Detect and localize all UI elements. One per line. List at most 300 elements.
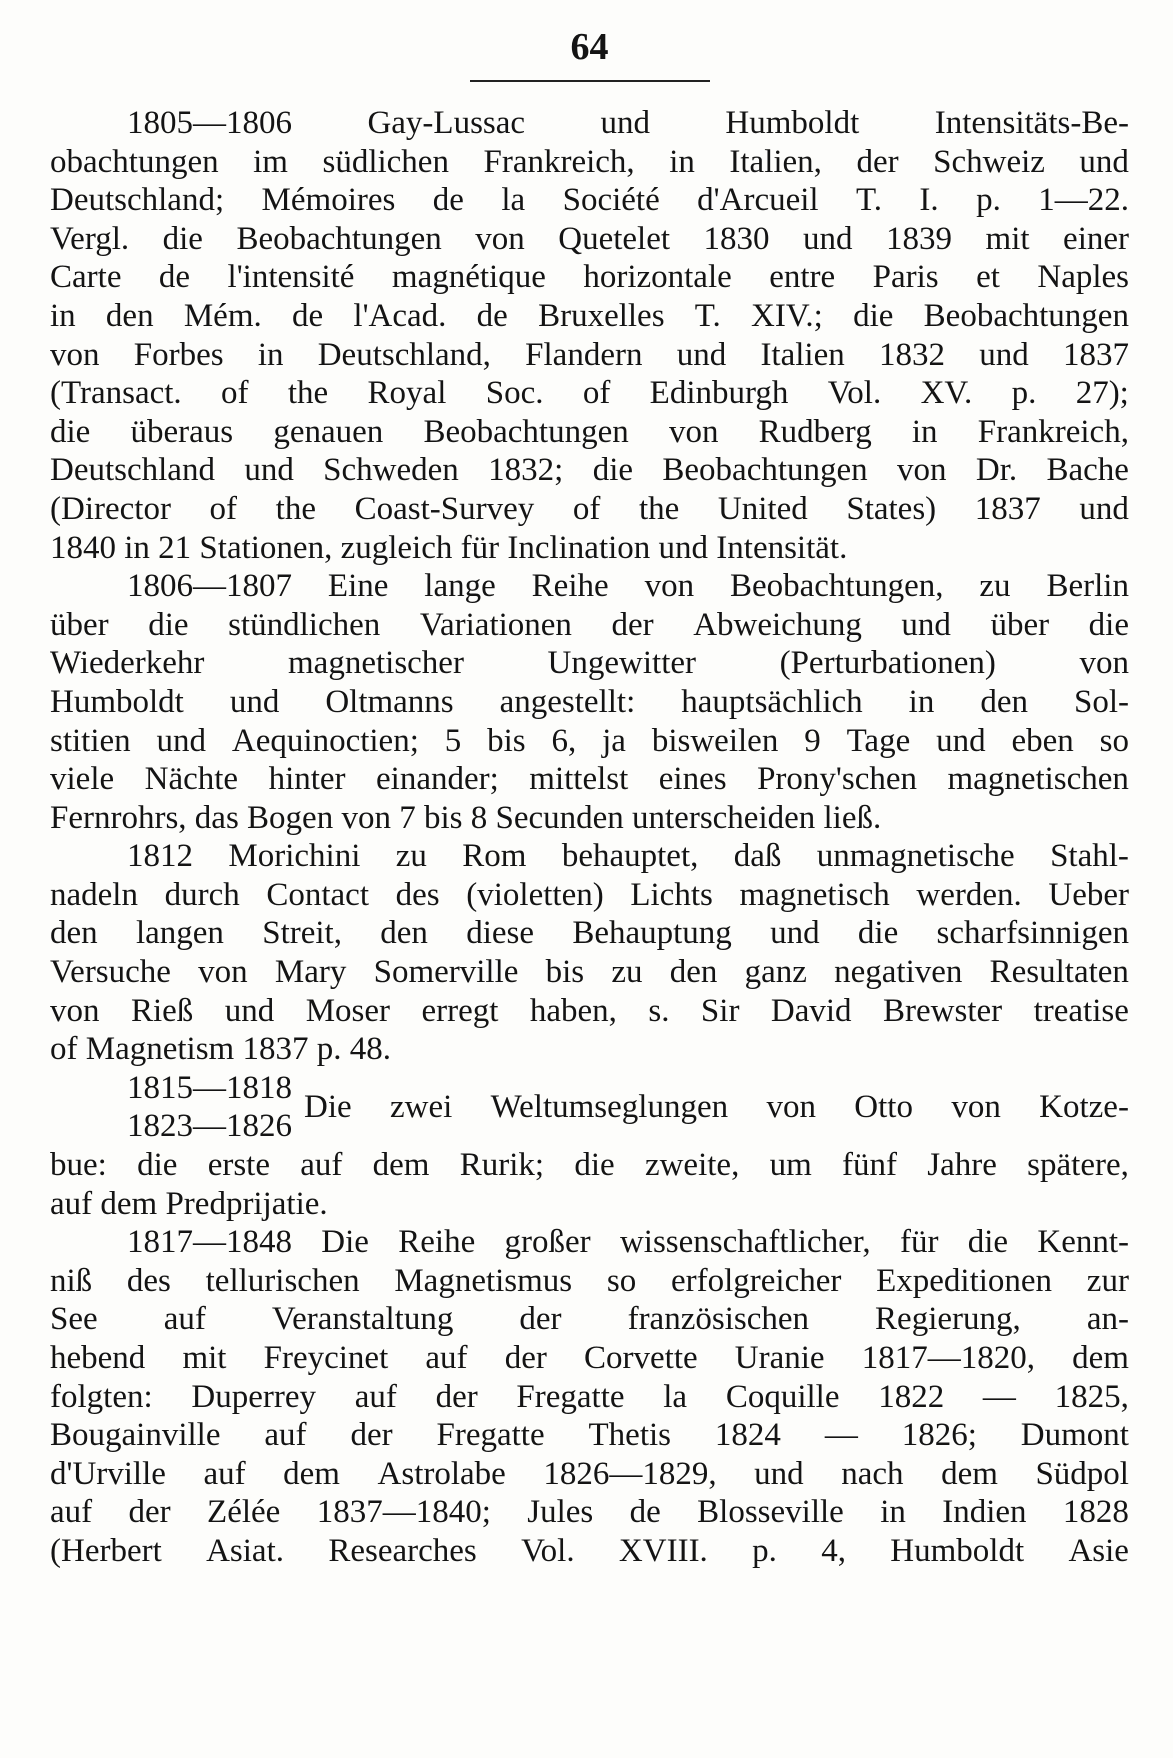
word: de bbox=[432, 182, 464, 219]
word: niß bbox=[50, 1262, 93, 1299]
word: von bbox=[475, 220, 525, 257]
text-line bbox=[50, 1455, 1129, 1494]
word: 5 bbox=[444, 722, 462, 759]
word: Société bbox=[562, 182, 660, 219]
word: Frankreich, bbox=[977, 413, 1129, 450]
word: dem bbox=[283, 1455, 340, 1492]
word: von bbox=[50, 992, 100, 1029]
word: obachtungen bbox=[50, 143, 219, 180]
text-line bbox=[50, 1185, 1129, 1224]
word: Schweiz bbox=[933, 143, 1045, 180]
word: und bbox=[229, 683, 280, 720]
word: XV. bbox=[920, 375, 973, 412]
word: Italien, bbox=[729, 143, 822, 180]
word: Die bbox=[321, 1224, 369, 1261]
word: — bbox=[982, 1378, 1016, 1415]
word: Researches bbox=[328, 1532, 477, 1569]
word: magnetisch bbox=[739, 876, 890, 913]
text-line bbox=[50, 1493, 1129, 1532]
word: dem bbox=[372, 1147, 430, 1184]
text-line bbox=[50, 1146, 1129, 1185]
word: auf bbox=[203, 1455, 246, 1492]
word: la bbox=[663, 1378, 688, 1415]
word: lange bbox=[424, 568, 496, 605]
word: Beobachtungen bbox=[236, 220, 442, 257]
word: Oltmanns bbox=[325, 683, 454, 720]
word: zu bbox=[979, 568, 1011, 605]
word: überaus bbox=[130, 413, 234, 450]
word: entre bbox=[769, 259, 836, 296]
word: bis bbox=[487, 722, 526, 759]
word: 1837 bbox=[1062, 336, 1129, 373]
word: Rom bbox=[462, 838, 527, 875]
word: ganz bbox=[744, 954, 807, 991]
word: einander; bbox=[376, 761, 499, 798]
word: Rudberg bbox=[758, 413, 872, 450]
word: Deutschland, bbox=[317, 336, 491, 373]
word: von bbox=[644, 568, 695, 605]
word: de bbox=[476, 297, 508, 334]
word: Mary bbox=[274, 954, 347, 991]
word: einer bbox=[1063, 220, 1129, 257]
word: auf bbox=[354, 1378, 397, 1415]
word: von bbox=[198, 954, 248, 991]
word: (Transact. bbox=[50, 375, 182, 412]
word: erregt bbox=[421, 992, 499, 1029]
word: Coast-Survey bbox=[354, 490, 535, 527]
word: für bbox=[899, 1224, 939, 1261]
word: 1837 bbox=[974, 490, 1041, 527]
word: haben, bbox=[529, 992, 617, 1029]
word: die bbox=[853, 297, 894, 334]
word: Resultaten bbox=[989, 954, 1129, 991]
word: der bbox=[435, 1378, 478, 1415]
word: und bbox=[224, 992, 275, 1029]
word: Duperrey bbox=[191, 1378, 316, 1415]
word: Royal bbox=[367, 375, 447, 412]
word: de bbox=[292, 297, 324, 334]
word: zu bbox=[395, 838, 427, 875]
text-line bbox=[50, 567, 1129, 606]
text-line bbox=[50, 413, 1129, 452]
word: de bbox=[629, 1494, 661, 1531]
word: erste bbox=[207, 1147, 270, 1184]
word: Weltumseglungen bbox=[490, 1089, 729, 1126]
word: den bbox=[105, 297, 154, 334]
word: T. bbox=[694, 297, 721, 334]
word: Dumont bbox=[1020, 1417, 1129, 1454]
word: p. bbox=[976, 182, 1001, 219]
word: Vol. bbox=[521, 1532, 575, 1569]
word: Deutschland; bbox=[50, 182, 225, 219]
text-line-content: auf dem Predprijatie. bbox=[50, 1185, 328, 1222]
word: und bbox=[936, 722, 986, 759]
word: 1825, bbox=[1054, 1378, 1129, 1415]
text-line bbox=[50, 722, 1129, 761]
word: Paris bbox=[872, 259, 939, 296]
word: Ueber bbox=[1048, 876, 1129, 913]
text-line bbox=[50, 181, 1129, 220]
word: die bbox=[967, 1224, 1009, 1261]
word: Reihe bbox=[531, 568, 609, 605]
word: in bbox=[880, 1494, 906, 1531]
word: genauen bbox=[273, 413, 384, 450]
word: in bbox=[50, 297, 76, 334]
word: d'Urville bbox=[50, 1455, 166, 1492]
word: 1832 bbox=[878, 336, 945, 373]
word: Ungewitter bbox=[547, 645, 696, 682]
word: und bbox=[1079, 490, 1129, 527]
word: und bbox=[676, 336, 727, 373]
word: mit bbox=[985, 220, 1030, 257]
word: die bbox=[857, 915, 899, 952]
word: der bbox=[504, 1340, 547, 1376]
word: Contact bbox=[266, 876, 370, 913]
word: (Director bbox=[50, 490, 171, 527]
word: Italien bbox=[760, 336, 845, 373]
word: Expeditionen bbox=[876, 1262, 1053, 1299]
word: unmagnetische bbox=[816, 838, 1015, 875]
word: werden. bbox=[916, 876, 1022, 913]
word: Nächte bbox=[144, 761, 239, 798]
text-line bbox=[50, 1416, 1129, 1455]
word: wissenschaftlicher, bbox=[619, 1224, 871, 1261]
word: magnétique bbox=[391, 259, 546, 296]
word: Asiat. bbox=[206, 1532, 285, 1569]
text-line bbox=[50, 336, 1129, 375]
word: die bbox=[162, 220, 203, 257]
word: mittelst bbox=[529, 761, 629, 798]
word: Südpol bbox=[1035, 1455, 1129, 1492]
word: eben bbox=[1011, 722, 1074, 759]
word: und bbox=[770, 915, 820, 952]
word: Beobachtungen bbox=[923, 297, 1129, 334]
word: durch bbox=[164, 876, 240, 913]
word: Reihe bbox=[398, 1224, 476, 1261]
word: in bbox=[911, 413, 938, 450]
word: T. bbox=[856, 182, 882, 219]
word: Fregatte bbox=[516, 1378, 625, 1415]
word: Fregatte bbox=[436, 1417, 545, 1454]
word: Mémoires bbox=[261, 182, 396, 219]
word: Frankreich, bbox=[483, 143, 635, 180]
word: südlichen bbox=[322, 143, 449, 180]
word: Kotze- bbox=[1039, 1089, 1129, 1126]
word: behauptet, bbox=[561, 838, 699, 875]
text-line bbox=[50, 760, 1129, 799]
word: Stahl- bbox=[1050, 838, 1129, 875]
word: und bbox=[244, 452, 294, 489]
word: und bbox=[901, 606, 951, 643]
year-range-stack bbox=[127, 1069, 292, 1146]
word: an- bbox=[1086, 1301, 1129, 1338]
text-line bbox=[50, 876, 1129, 915]
word: bis bbox=[545, 954, 585, 991]
word: über bbox=[990, 606, 1050, 643]
word: die bbox=[574, 1147, 615, 1184]
word: Naples bbox=[1037, 259, 1129, 296]
word: bue: bbox=[50, 1147, 107, 1184]
text-line-content: of Magnetism 1837 p. 48. bbox=[50, 1031, 391, 1068]
word: Prony'schen bbox=[757, 761, 918, 798]
word: von bbox=[50, 336, 100, 373]
word: 1830 bbox=[703, 220, 770, 257]
text-line bbox=[50, 143, 1129, 182]
word: Beobachtungen bbox=[423, 413, 629, 450]
word: Magnetismus bbox=[394, 1262, 573, 1299]
text-line-content: Fernrohrs, das Bogen von 7 bis 8 Secunden unterscheiden ließ. bbox=[50, 799, 882, 836]
word: d'Arcueil bbox=[697, 182, 819, 219]
word: des bbox=[395, 876, 440, 913]
word: Vergl. bbox=[50, 220, 130, 257]
word: Coquille bbox=[725, 1378, 840, 1415]
word: horizontale bbox=[583, 259, 732, 296]
word: in bbox=[669, 143, 695, 180]
word: Deutschland bbox=[50, 452, 215, 489]
word: von bbox=[951, 1089, 1001, 1126]
word: und bbox=[754, 1455, 804, 1492]
word: I. bbox=[919, 182, 939, 219]
word: auf bbox=[425, 1340, 468, 1376]
word: s. bbox=[648, 992, 670, 1029]
word: Thetis bbox=[588, 1417, 671, 1454]
text-line bbox=[50, 529, 1129, 568]
word: Gay-Lussac bbox=[367, 105, 526, 141]
word: den bbox=[669, 954, 718, 991]
word: See bbox=[50, 1301, 98, 1338]
word: Schweden bbox=[323, 452, 459, 489]
word: the bbox=[287, 375, 329, 412]
year-range-second: 1823—1826 bbox=[127, 1108, 292, 1145]
word: zwei bbox=[390, 1089, 453, 1126]
word: 9 bbox=[804, 722, 821, 759]
word: Beobachtungen bbox=[662, 452, 868, 489]
word: den bbox=[980, 683, 1028, 720]
word: Kennt- bbox=[1037, 1224, 1129, 1261]
word: auf bbox=[264, 1417, 307, 1454]
word: stitien bbox=[50, 722, 131, 759]
text-line bbox=[50, 1030, 1129, 1069]
word: negativen bbox=[834, 954, 963, 991]
body-text bbox=[50, 104, 1129, 1571]
word: Quetelet bbox=[558, 220, 671, 257]
word: 1824 bbox=[714, 1417, 781, 1454]
word: Beobachtungen, bbox=[729, 568, 944, 605]
word: fünf bbox=[842, 1147, 897, 1184]
word: nadeln bbox=[50, 876, 138, 913]
word: scharfsinnigen bbox=[936, 915, 1129, 952]
word: Bougainville bbox=[50, 1417, 221, 1454]
word: auf bbox=[50, 1494, 93, 1531]
word: et bbox=[976, 259, 1000, 296]
word: Mém. bbox=[183, 297, 262, 334]
word: Astrolabe bbox=[377, 1455, 506, 1492]
word: Somerville bbox=[373, 954, 519, 991]
word: im bbox=[253, 143, 288, 180]
page-number: 64 bbox=[570, 26, 609, 68]
word: und bbox=[803, 220, 853, 257]
word: den bbox=[50, 915, 98, 952]
paragraphs-after bbox=[50, 1146, 1129, 1571]
word: die bbox=[148, 606, 189, 643]
word: Uranie bbox=[734, 1340, 825, 1376]
word: daß bbox=[733, 838, 782, 875]
word: spätere, bbox=[1027, 1147, 1129, 1184]
text-line bbox=[50, 1300, 1129, 1339]
word: (Perturbationen) bbox=[779, 645, 996, 682]
text-line bbox=[50, 1378, 1129, 1417]
word: Variationen bbox=[419, 606, 572, 643]
word: der bbox=[519, 1301, 562, 1338]
word: 6, bbox=[551, 722, 577, 759]
word: Regierung, bbox=[875, 1301, 1021, 1338]
text-line bbox=[50, 799, 1129, 838]
word: Humboldt bbox=[725, 105, 860, 141]
word: ja bbox=[602, 722, 626, 759]
text-line bbox=[50, 837, 1129, 876]
word: die bbox=[1088, 606, 1129, 643]
word: Edinburgh bbox=[649, 375, 789, 412]
word: Sir bbox=[700, 992, 740, 1029]
text-line bbox=[50, 953, 1129, 992]
word: hinter bbox=[268, 761, 346, 798]
word: hauptsächlich bbox=[681, 683, 863, 720]
word: und bbox=[600, 105, 650, 141]
word: von bbox=[766, 1089, 816, 1126]
word: dem bbox=[1072, 1340, 1129, 1376]
word: und bbox=[979, 336, 1029, 373]
word: den bbox=[380, 915, 428, 952]
word: folgten: bbox=[50, 1378, 153, 1415]
word: magnetischer bbox=[288, 645, 464, 682]
word: zweite, bbox=[644, 1147, 740, 1184]
word: des bbox=[126, 1262, 171, 1299]
word: so bbox=[1099, 722, 1129, 759]
word: bisweilen bbox=[651, 722, 779, 759]
word: Bruxelles bbox=[538, 297, 665, 334]
word: angestellt: bbox=[499, 683, 636, 720]
word: Lichts bbox=[630, 876, 713, 913]
word: dem bbox=[941, 1455, 998, 1492]
word: Aequinoctien; bbox=[231, 722, 419, 759]
word: 4, bbox=[821, 1532, 846, 1569]
word: in bbox=[257, 336, 284, 373]
text-line bbox=[50, 490, 1129, 529]
text-line bbox=[50, 297, 1129, 336]
word: Wiederkehr bbox=[50, 645, 205, 682]
word: Versuche bbox=[50, 954, 171, 991]
word: Jules bbox=[527, 1494, 594, 1531]
word: nach bbox=[841, 1455, 904, 1492]
word: die bbox=[592, 452, 634, 489]
word: Rurik; bbox=[459, 1147, 545, 1184]
word: Brewster bbox=[883, 992, 1003, 1029]
text-line bbox=[50, 258, 1129, 297]
text-line bbox=[50, 683, 1129, 722]
word: the bbox=[275, 490, 316, 527]
text-line bbox=[50, 1223, 1129, 1262]
word: Corvette bbox=[584, 1340, 698, 1376]
text-line bbox=[50, 374, 1129, 413]
text-line bbox=[50, 914, 1129, 953]
word: — bbox=[824, 1417, 858, 1454]
word: p. bbox=[752, 1532, 777, 1569]
text-line bbox=[50, 1532, 1129, 1571]
word: of bbox=[572, 490, 601, 527]
word: Sol- bbox=[1073, 683, 1129, 720]
word: United bbox=[717, 490, 808, 527]
word: 27); bbox=[1075, 375, 1129, 412]
word: tellurischen bbox=[205, 1262, 360, 1299]
word: 1826—1829, bbox=[543, 1455, 717, 1492]
word: stündlichen bbox=[228, 606, 381, 643]
word: 1—22. bbox=[1038, 182, 1129, 219]
word: Flandern bbox=[525, 336, 643, 373]
word: of bbox=[209, 490, 238, 527]
word: die bbox=[137, 1147, 178, 1184]
word: in bbox=[908, 683, 935, 720]
word: XIV.; bbox=[751, 297, 823, 334]
word: Streit, bbox=[262, 915, 342, 952]
word: Forbes bbox=[133, 336, 224, 373]
word: David bbox=[770, 992, 852, 1029]
word: la bbox=[501, 182, 526, 219]
dual-year-entry bbox=[50, 1069, 1129, 1146]
text-line bbox=[50, 1339, 1129, 1378]
word: Carte bbox=[50, 259, 122, 296]
word: viele bbox=[50, 761, 115, 798]
word: 1832; bbox=[488, 452, 564, 489]
word: Bache bbox=[1046, 452, 1129, 489]
word: Eine bbox=[327, 568, 389, 605]
word: um bbox=[769, 1147, 812, 1184]
text-line bbox=[50, 220, 1129, 259]
word: p. bbox=[1011, 375, 1037, 412]
word: of bbox=[582, 375, 611, 412]
word: 1817—1848 bbox=[127, 1224, 292, 1261]
word: Indien bbox=[942, 1494, 1027, 1531]
word: (violetten) bbox=[466, 876, 604, 913]
word: und bbox=[156, 722, 207, 759]
text-line bbox=[50, 606, 1129, 645]
word: hebend bbox=[50, 1340, 146, 1376]
text-line-content: 1840 in 21 Stationen, zugleich für Inclination und Intensität. bbox=[50, 529, 848, 566]
word: der bbox=[611, 606, 654, 643]
word: der bbox=[856, 143, 899, 180]
word: Vol. bbox=[827, 375, 882, 412]
word: großer bbox=[504, 1224, 591, 1261]
word: und bbox=[1079, 143, 1129, 180]
word: über bbox=[50, 606, 109, 643]
word: 1826; bbox=[901, 1417, 977, 1454]
word: Jahre bbox=[927, 1147, 997, 1184]
word: der bbox=[350, 1417, 393, 1454]
word: auf bbox=[163, 1301, 206, 1338]
word: diese bbox=[466, 915, 535, 952]
word: 1812 bbox=[127, 838, 193, 875]
word: auf bbox=[300, 1147, 343, 1184]
word: Morichini bbox=[228, 838, 361, 875]
word: der bbox=[128, 1494, 171, 1531]
word: erfolgreicher bbox=[670, 1262, 842, 1299]
word: treatise bbox=[1033, 992, 1129, 1029]
word: Abweichung bbox=[693, 606, 862, 643]
word: von bbox=[897, 452, 947, 489]
word: l'Acad. bbox=[353, 297, 447, 334]
word: magnetischen bbox=[947, 761, 1129, 798]
word: 1828 bbox=[1062, 1494, 1129, 1531]
word: of bbox=[221, 375, 249, 412]
